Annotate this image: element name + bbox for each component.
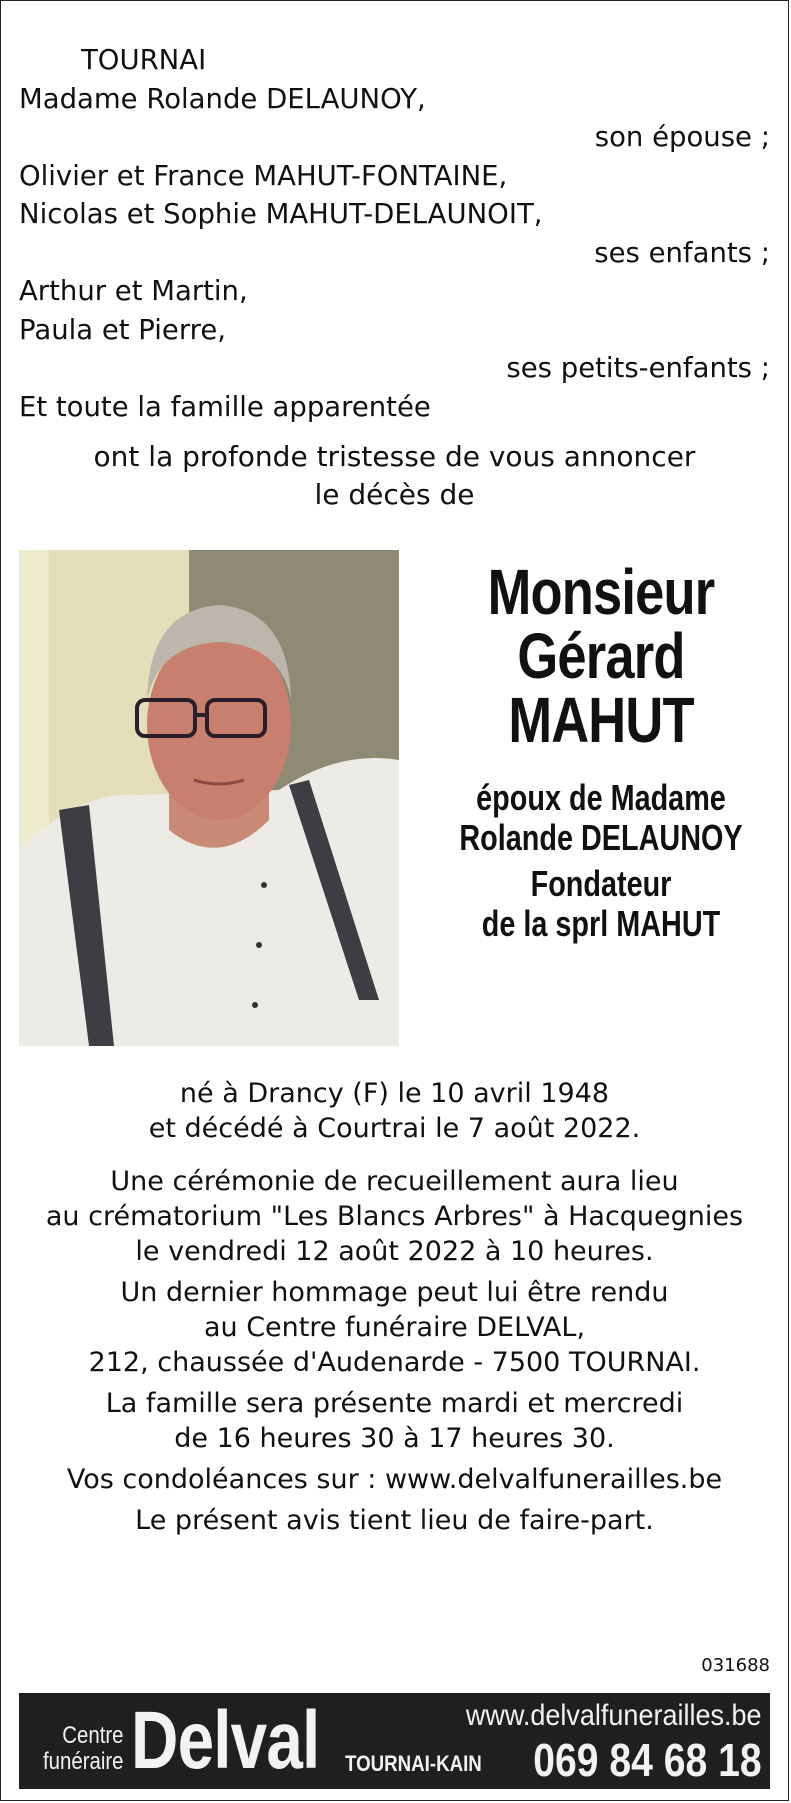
deceased-name-block [421, 556, 781, 944]
birth-line: né à Drancy (F) le 10 avril 1948 [179, 1078, 610, 1109]
founder-line-2: de la sprl MAHUT [481, 903, 721, 944]
spouse-line-2: Rolande DELAUNOY [459, 817, 743, 858]
dates-block [11, 1076, 778, 1146]
family-line: Arthur et Martin, [19, 275, 248, 307]
family-line: Nicolas et Sophie MAHUT-DELAUNOIT, [19, 198, 543, 230]
homage-line-2: au Centre funéraire DELVAL, [203, 1312, 586, 1343]
reference-number: 031688 [701, 1655, 770, 1676]
family-line: Madame Rolande DELAUNOY, [19, 82, 426, 115]
ceremony-line-2: au crématorium "Les Blancs Arbres" à Hacquegnies [45, 1201, 744, 1232]
footer-city: TOURNAI-KAIN [345, 1751, 482, 1776]
homage-line-1: Un dernier hommage peut lui être rendu [120, 1277, 669, 1308]
visit-line-1: La famille sera présente mardi et mercredi [105, 1388, 684, 1419]
family-line: Olivier et France MAHUT-FONTAINE, [19, 159, 508, 192]
portrait-photo [19, 550, 399, 1046]
deceased-last-name: MAHUT [508, 684, 694, 756]
portrait-illustration [19, 550, 399, 1046]
announcement-line-2: le décès de [314, 478, 475, 511]
notice-line: Le présent avis tient lieu de faire-part. [135, 1505, 654, 1536]
homage-line-3: 212, chaussée d'Audenarde - 7500 TOURNAI. [88, 1347, 701, 1378]
family-section [1, 1, 788, 514]
family-line: son épouse ; [594, 121, 770, 153]
family-list [19, 80, 770, 427]
founder-info [457, 864, 745, 944]
family-line: ses petits-enfants ; [506, 352, 770, 384]
footer-banner [19, 1693, 770, 1789]
deceased-first-name: Gérard [517, 620, 685, 692]
announcement-line-1: ont la profonde tristesse de vous annoncer [93, 440, 696, 473]
homage-block [11, 1275, 778, 1380]
family-line: Paula et Pierre, [19, 313, 227, 346]
footer-website[interactable]: www.delvalfunerailles.be [466, 1699, 762, 1732]
footer-brand-logo: Delval [131, 1695, 320, 1786]
founder-line-1: Fondateur [530, 863, 672, 904]
family-line: ses enfants ; [594, 236, 770, 269]
footer-centre-line-2: funéraire [43, 1748, 124, 1775]
visit-block [11, 1386, 778, 1456]
visit-line-2: de 16 heures 30 à 17 heures 30. [174, 1423, 615, 1454]
death-line: et décédé à Courtrai le 7 août 2022. [148, 1113, 641, 1144]
ceremony-line-1: Une cérémonie de recueillement aura lieu [110, 1166, 679, 1197]
announcement [19, 438, 770, 514]
details-section [1, 1076, 788, 1538]
spouse-info [457, 778, 745, 858]
footer-centre-label [43, 1723, 124, 1775]
footer-phone[interactable]: 069 84 68 18 [533, 1734, 762, 1786]
portrait-section [1, 550, 788, 1050]
footer-centre-line-1: Centre [62, 1722, 124, 1749]
ceremony-line-3: le vendredi 12 août 2022 à 10 heures. [135, 1236, 654, 1267]
city-header: TOURNAI [81, 44, 207, 76]
family-line: Et toute la famille apparentée [19, 390, 431, 423]
deceased-title: Monsieur [487, 556, 715, 628]
ceremony-block [11, 1164, 778, 1269]
spouse-line-1: époux de Madame [476, 777, 726, 818]
condolences-line: Vos condoléances sur : www.delvalfunerailles.be [66, 1464, 723, 1495]
